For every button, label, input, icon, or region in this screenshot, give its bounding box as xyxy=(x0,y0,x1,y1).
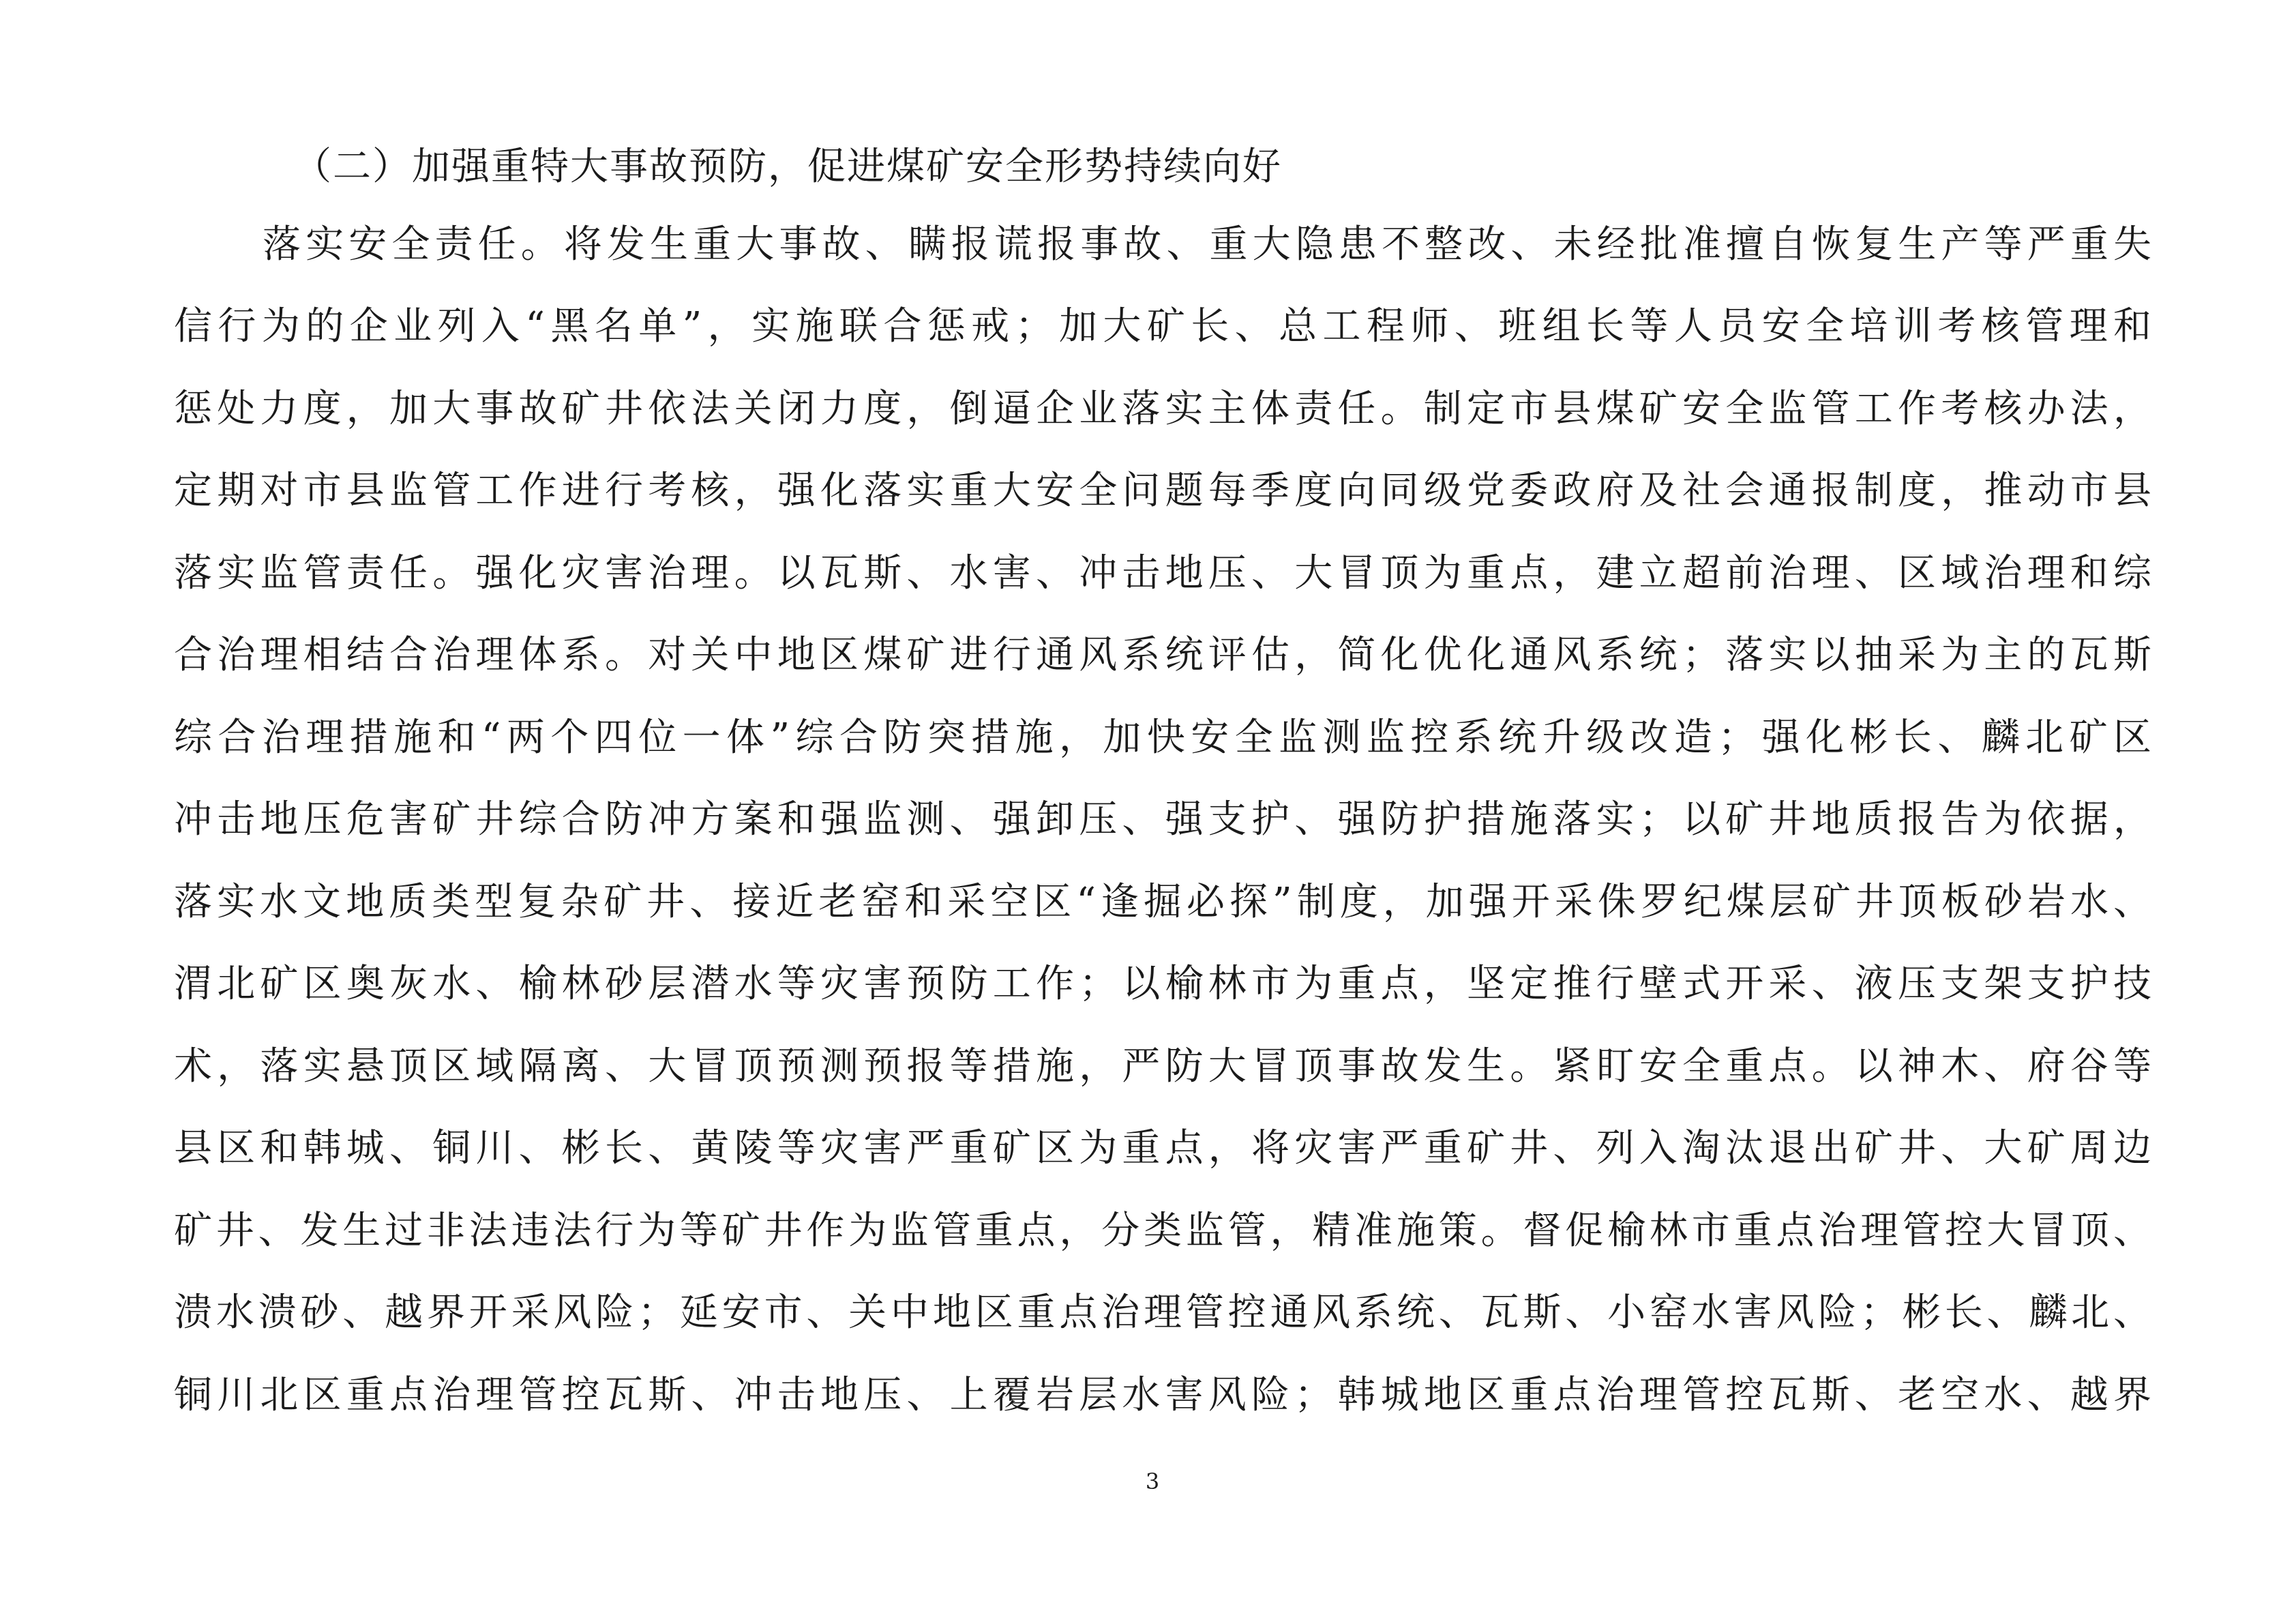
text-line: 溃水溃砂、越界开采风险；延安市、关中地区重点治理管控通风系统、瓦斯、小窑水害风险；彬长、麟北、 xyxy=(174,1290,2151,1335)
text-line: 冲击地压危害矿井综合防冲方案和强监测、强卸压、强支护、强防护措施落实；以矿井地质报告为依据， xyxy=(174,797,2151,842)
text-line: 铜川北区重点治理管控瓦斯、冲击地压、上覆岩层水害风险；韩城地区重点治理管控瓦斯、老空水、越界 xyxy=(174,1373,2151,1417)
page-number: 3 xyxy=(1145,1468,1160,1494)
text-line: 综合治理措施和“两个四位一体”综合防突措施，加快安全监测监控系统升级改造；强化彬长、麟北矿区 xyxy=(174,715,2151,760)
text-line: 县区和韩城、铜川、彬长、黄陵等灾害严重矿区为重点，将灾害严重矿井、列入淘汰退出矿井、大矿周边 xyxy=(174,1126,2151,1170)
text-line: 落实监管责任。强化灾害治理。以瓦斯、水害、冲击地压、大冒顶为重点，建立超前治理、区域治理和综 xyxy=(174,551,2151,595)
text-line: 术，落实悬顶区域隔离、大冒顶预测预报等措施，严防大冒顶事故发生。紧盯安全重点。以神木、府谷等 xyxy=(174,1044,2151,1089)
text-line: 惩处力度，加大事故矿井依法关闭力度，倒逼企业落实主体责任。制定市县煤矿安全监管工作考核办法， xyxy=(174,387,2151,431)
text-line: 信行为的企业列入“黑名单”，实施联合惩戒；加大矿长、总工程师、班组长等人员安全培训考核管理和 xyxy=(174,304,2151,349)
text-line: 落实安全责任。将发生重大事故、瞒报谎报事故、重大隐患不整改、未经批准擅自恢复生产等严重失 xyxy=(263,222,2151,267)
text-line: 定期对市县监管工作进行考核，强化落实重大安全问题每季度向同级党委政府及社会通报制度，推动市县 xyxy=(174,469,2151,513)
text-line: 矿井、发生过非法违法行为等矿井作为监管重点，分类监管，精准施策。督促榆林市重点治理管控大冒顶、 xyxy=(174,1209,2151,1253)
text-line: 渭北矿区奥灰水、榆林砂层潜水等灾害预防工作；以榆林市为重点，坚定推行壁式开采、液压支架支护技 xyxy=(174,962,2151,1006)
section-heading: （二）加强重特大事故预防，促进煤矿安全形势持续向好 xyxy=(293,145,1282,189)
text-line: 合治理相结合治理体系。对关中地区煤矿进行通风系统评估，简化优化通风系统；落实以抽采为主的瓦斯 xyxy=(174,633,2151,677)
text-line: 落实水文地质类型复杂矿井、接近老窑和采空区“逢掘必探”制度，加强开采侏罗纪煤层矿井顶板砂岩水、 xyxy=(174,880,2151,924)
